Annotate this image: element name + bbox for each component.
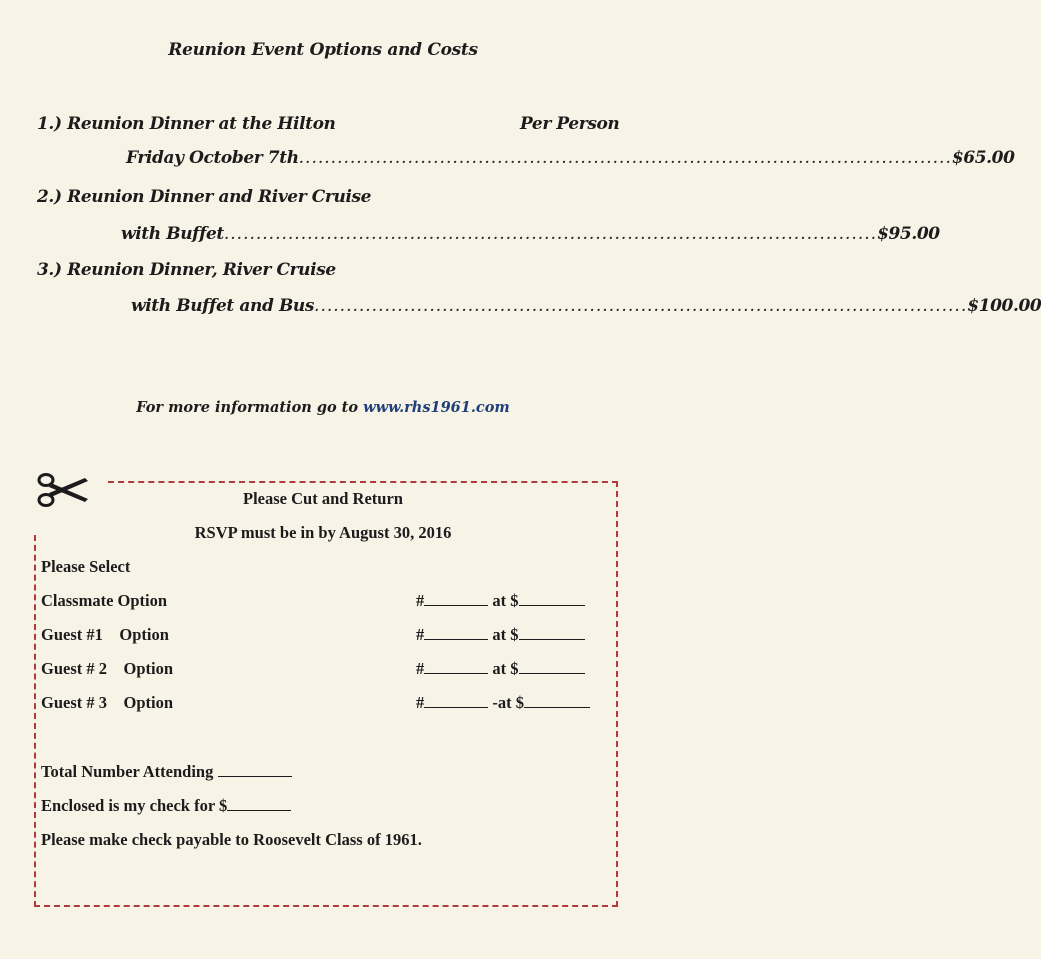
guest-1-option-fields	[416, 625, 585, 645]
rsvp-deadline: RSVP must be in by August 30, 2016	[194, 523, 452, 542]
leader-dots: ......................................................................................................	[314, 296, 968, 316]
count-hash: #	[416, 659, 425, 678]
option-3-price-line	[131, 296, 1041, 316]
option-1-title: 1.) Reunion Dinner at the Hilton	[37, 114, 336, 134]
website-link[interactable]: www.rhs1961.com	[363, 399, 510, 416]
guest-2-option-label: Guest # 2 Option	[41, 659, 174, 678]
option-3-title: 3.) Reunion Dinner, River Cruise	[37, 260, 336, 280]
option-2-price: $95.00	[877, 224, 940, 244]
option-2-title: 2.) Reunion Dinner and River Cruise	[37, 187, 372, 207]
page-title: Reunion Event Options and Costs	[168, 40, 478, 60]
leader-dots: ......................................................................................................	[298, 148, 952, 168]
price-at: at $	[492, 591, 519, 610]
price-at: at $	[492, 625, 519, 644]
classmate-option-fields	[416, 591, 585, 611]
option-1-price-line	[126, 148, 1015, 168]
please-select-label: Please Select	[41, 557, 131, 576]
option-2-detail: with Buffet	[121, 224, 224, 244]
count-hash: #	[416, 693, 425, 712]
info-text: For more information go to	[136, 399, 359, 416]
enclosed-check-label: Enclosed is my check for $	[41, 796, 228, 815]
count-blank[interactable]	[424, 693, 488, 708]
option-2-price-line	[121, 224, 940, 244]
price-at: -at $	[492, 693, 524, 712]
leader-dots: ......................................................................................................	[223, 224, 878, 244]
option-1-price: $65.00	[951, 148, 1015, 168]
option-3-price: $100.00	[967, 296, 1041, 316]
cut-heading: Please Cut and Return	[243, 489, 403, 508]
price-blank[interactable]	[519, 591, 585, 606]
cut-line-right	[616, 481, 618, 907]
guest-3-option-fields	[416, 693, 590, 713]
price-blank[interactable]	[524, 693, 590, 708]
guest-1-option-label: Guest #1 Option	[41, 625, 169, 644]
cut-line-bottom	[34, 905, 618, 907]
price-blank[interactable]	[519, 625, 585, 640]
price-blank[interactable]	[519, 659, 585, 674]
cut-line-top	[108, 481, 618, 483]
count-blank[interactable]	[424, 625, 488, 640]
count-hash: #	[416, 625, 425, 644]
option-1-detail: Friday October 7th	[126, 148, 299, 168]
guest-3-option-label: Guest # 3 Option	[41, 693, 174, 712]
guest-2-option-fields	[416, 659, 585, 679]
count-blank[interactable]	[424, 659, 488, 674]
payable-note: Please make check payable to Roosevelt Class of 1961.	[41, 830, 422, 849]
enclosed-check-line	[41, 796, 291, 816]
option-3-detail: with Buffet and Bus	[131, 296, 315, 316]
classmate-option-label: Classmate Option	[41, 591, 168, 610]
per-person-label: Per Person	[520, 114, 620, 134]
cut-line-left	[34, 535, 36, 907]
count-hash: #	[416, 591, 425, 610]
price-at: at $	[492, 659, 519, 678]
total-attending-blank[interactable]	[218, 762, 292, 777]
info-line	[0, 399, 646, 416]
count-blank[interactable]	[424, 591, 488, 606]
enclosed-check-blank[interactable]	[227, 796, 291, 811]
total-attending-line	[41, 762, 292, 782]
total-attending-label: Total Number Attending	[41, 762, 214, 781]
